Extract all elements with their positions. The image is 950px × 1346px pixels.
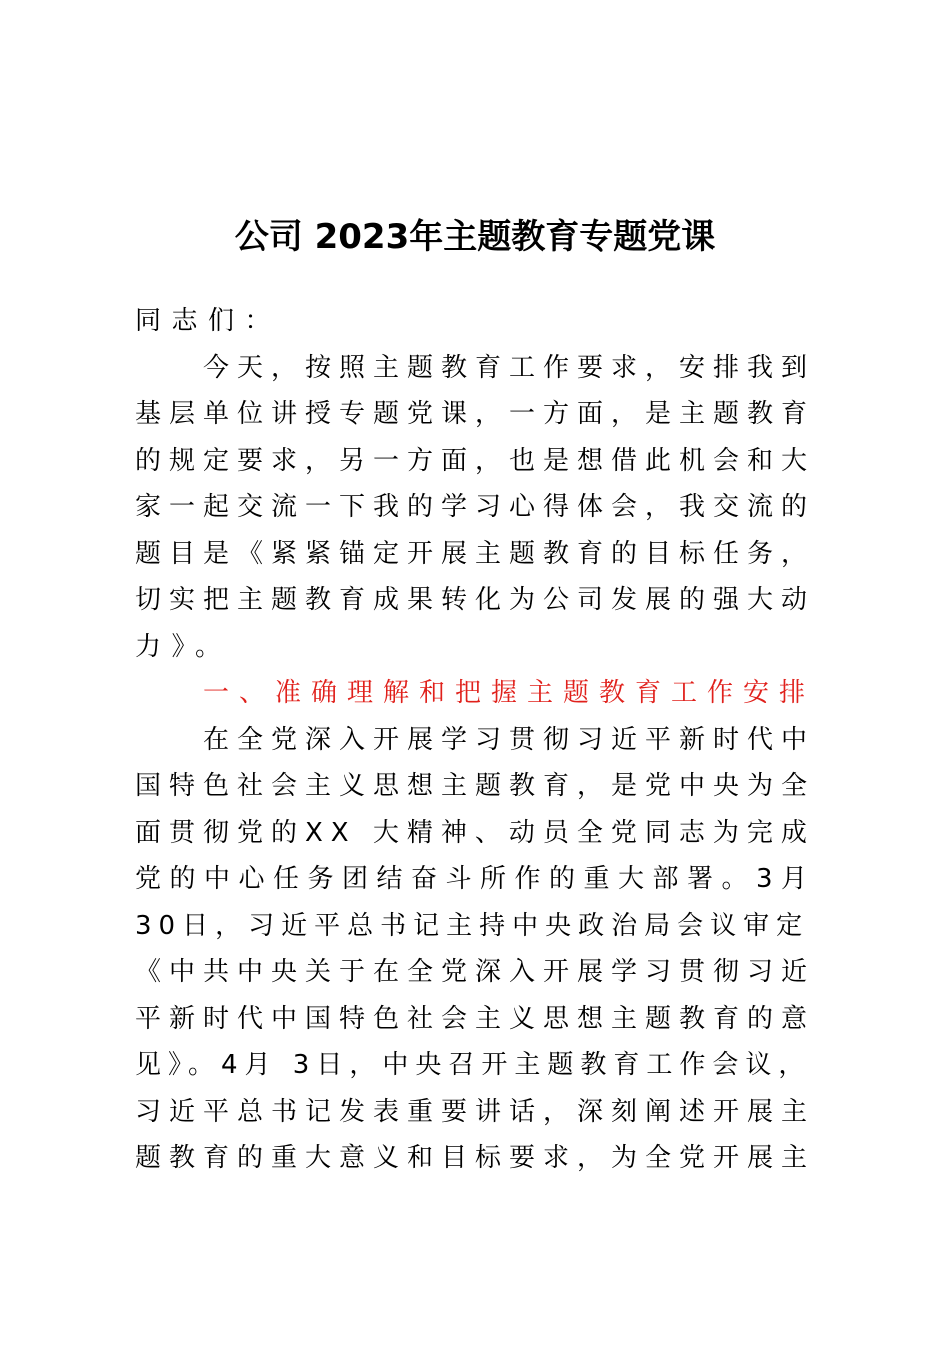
paragraph-line: 在全党深入开展学习贯彻习近平新时代中 (203, 724, 816, 755)
paragraph-line: 力》。 (135, 631, 232, 662)
paragraph-line: 国特色社会主义思想主题教育，是党中央为全 (135, 771, 816, 801)
paragraph-line: 面贯彻党的XX 大精神、动员全党同志为完成 (135, 817, 815, 848)
paragraph-line: 切实把主题教育成果转化为公司发展的强大动 (135, 585, 816, 615)
document-title: 公司 2023年主题教育专题党课 (234, 217, 716, 257)
paragraph-line: 《中共中央关于在全党深入开展学习贯彻习近 (135, 957, 816, 987)
paragraph-line: 基层单位讲授专题党课，一方面，是主题教育 (135, 399, 816, 429)
paragraph-line: 今天，按照主题教育工作要求，安排我到 (203, 352, 816, 383)
section-heading: 一、准确理解和把握主题教育工作安排 (203, 678, 816, 708)
paragraph-line: 见》。4月 3日，中央召开主题教育工作会议， (135, 1050, 812, 1080)
paragraph-line: 题目是《紧紧锚定开展主题教育的目标任务， (135, 538, 816, 569)
paragraph-line: 习近平总书记发表重要讲话，深刻阐述开展主 (135, 1096, 816, 1127)
paragraph-line: 题教育的重大意义和目标要求，为全党开展主 (135, 1143, 816, 1173)
salutation: 同志们： (135, 306, 282, 336)
paragraph-line: 党的中心任务团结奋斗所作的重大部署。3月 (135, 864, 816, 894)
paragraph-line: 的规定要求，另一方面，也是想借此机会和大 (135, 445, 816, 476)
paragraph-line: 平新时代中国特色社会主义思想主题教育的意 (135, 1003, 816, 1034)
document-body (135, 298, 817, 1182)
paragraph-line: 家一起交流一下我的学习心得体会，我交流的 (135, 492, 816, 522)
paragraph-line: 30日，习近平总书记主持中央政治局会议审定 (135, 910, 810, 941)
